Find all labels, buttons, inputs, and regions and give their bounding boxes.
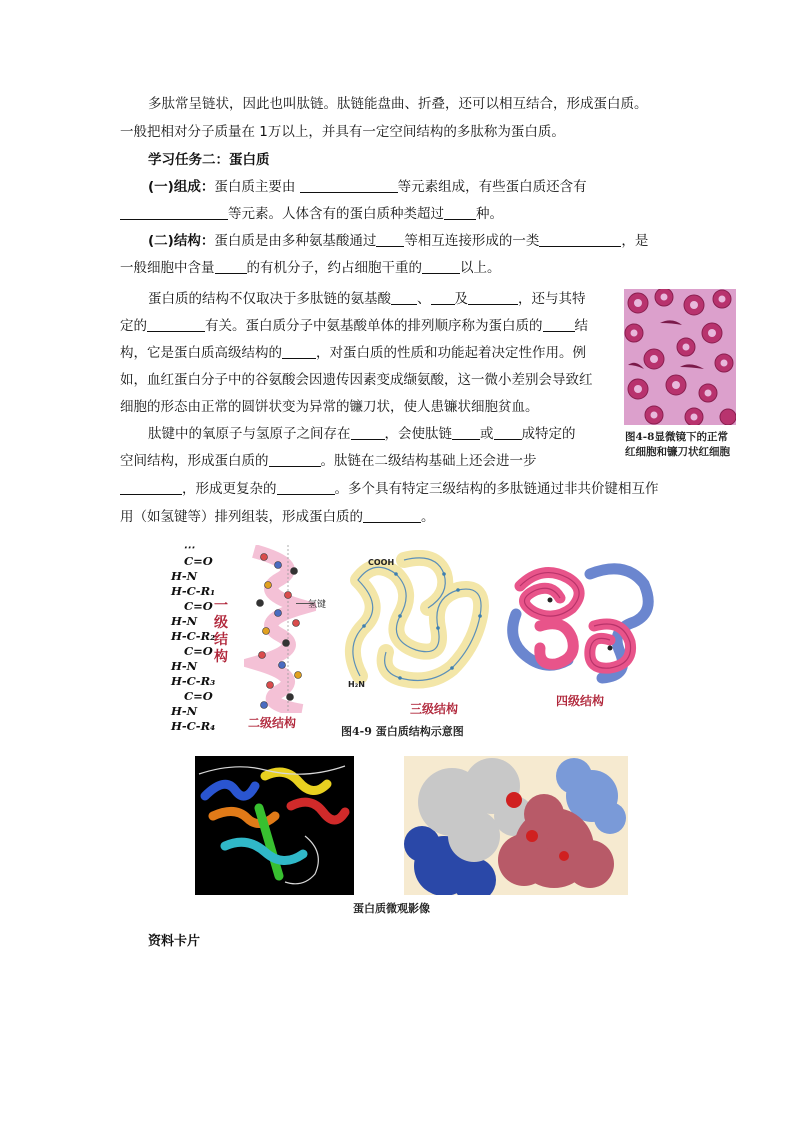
blank-primary-structure[interactable] <box>543 317 575 332</box>
chain-item: H-N <box>171 659 198 673</box>
para3-text-1a: 蛋白质的结构不仅取决于多肽链的氨基酸 <box>148 291 391 307</box>
para4-line-4 <box>120 507 435 527</box>
chain-item: H-C-R₁ <box>171 584 216 598</box>
protein-space-filling-model-image <box>404 756 628 895</box>
para3-text-2c: 结 <box>574 318 588 334</box>
para4-text-4a: 用（如氢键等）排列组装，形成蛋白质的 <box>120 509 363 525</box>
blank-dry-weight[interactable] <box>422 259 460 274</box>
nh2-label: H₂N <box>348 680 365 689</box>
blank-elements-main[interactable] <box>300 178 398 193</box>
para4-text-3b: 。多个具有特定三级结构的多肽链通过非共价键相互作 <box>334 481 659 497</box>
structure-label: (二)结构： <box>148 233 215 249</box>
structure-text-b: 等相互连接形成的一类 <box>404 233 540 249</box>
structure-line-2 <box>120 258 501 278</box>
blank-quaternary-structure[interactable] <box>363 508 421 523</box>
para3-text-3b: ，对蛋白质的性质和功能起着决定性作用。例 <box>316 345 586 361</box>
chain-item: H-C-R₂ <box>171 629 216 643</box>
blank-aa-order[interactable] <box>468 290 518 305</box>
structure-text-f: 以上。 <box>460 260 501 276</box>
intro-line-2: 一般把相对分子质量在 1万以上，并具有一定空间结构的多肽称为蛋白质。 <box>120 124 565 140</box>
chain-item: C=O <box>184 554 213 568</box>
para4-text-2a: 空间结构，形成蛋白质的 <box>120 453 269 469</box>
tertiary-structure-label: 三级结构 <box>410 702 459 716</box>
para4-text-1b: ，会使肽链 <box>384 426 452 442</box>
composition-text-c: 等元素。人体含有的蛋白质种类超过 <box>228 206 444 222</box>
para4-text-1c: 或 <box>480 426 494 442</box>
para3-text-1d: ，还与其特 <box>518 291 586 307</box>
secondary-structure-helix <box>244 545 316 713</box>
blank-tertiary-structure[interactable] <box>277 480 335 495</box>
quaternary-structure-diagram <box>506 560 656 684</box>
figure-4-8-caption-line-1: 图4-8显微镜下的正常 <box>625 431 728 443</box>
figure-4-8-caption-line-2: 红细胞和镰刀状红细胞 <box>625 446 730 458</box>
composition-text-b: 等元素组成，有些蛋白质还含有 <box>397 179 587 195</box>
structure-line-1 <box>148 231 648 251</box>
hydrogen-bond-label: 氢键 <box>308 600 327 610</box>
quaternary-structure-label: 四级结构 <box>556 694 605 708</box>
chain-dots: ⋯ <box>183 540 195 554</box>
primary-structure-label-text: 一级结构 <box>214 598 228 665</box>
para4-text-4b: 。 <box>421 509 435 525</box>
blank-content-rank[interactable] <box>215 259 247 274</box>
blank-compound-type[interactable] <box>539 232 621 247</box>
protein-ribbon-model-image <box>195 756 354 895</box>
para3-line-4: 如，血红蛋白分子中的谷氨酸会因遗传因素变成缬氨酸，这一微小差别会导致红 <box>120 372 593 388</box>
para4-line-2 <box>120 451 537 471</box>
figure-4-8-caption <box>625 430 730 460</box>
secondary-structure-label: 二级结构 <box>248 716 297 730</box>
composition-line-1 <box>148 177 587 197</box>
chain-item: H-N <box>171 704 198 718</box>
para3-line-5: 细胞的形态由正常的圆饼状变为异常的镰刀状，使人患镰状细胞贫血。 <box>120 399 539 415</box>
card-heading: 资料卡片 <box>148 934 201 949</box>
para4-line-1 <box>148 424 576 444</box>
para3-text-3a: 构，它是蛋白质高级结构的 <box>120 345 282 361</box>
blank-hydrogen-bond[interactable] <box>351 425 385 440</box>
structure-text-a: 蛋白质是由多种氨基酸通过 <box>214 233 377 249</box>
para4-line-3 <box>120 479 659 499</box>
primary-structure-label <box>214 598 230 666</box>
chain-item: H-C-R₄ <box>171 719 216 733</box>
blank-basis[interactable] <box>282 344 316 359</box>
composition-label: (一)组成： <box>148 179 215 195</box>
blank-bond[interactable] <box>376 232 404 247</box>
intro-line-1: 多肽常呈链状，因此也叫肽链。肽链能盘曲、折叠，还可以相互结合，形成蛋白质。 <box>148 96 648 112</box>
structure-text-e: 的有机分子，约占细胞干重的 <box>246 260 422 276</box>
para3-line-1 <box>148 289 586 309</box>
composition-text-d: 种。 <box>476 206 503 222</box>
para4-text-3: ，形成更复杂的 <box>182 481 277 497</box>
para3-text-2b: 有关。蛋白质分子中氨基酸单体的排列顺序称为蛋白质的 <box>205 318 543 334</box>
structure-text-d: 一般细胞中含量 <box>120 260 215 276</box>
chain-item: H-N <box>171 614 198 628</box>
figure-4-9-caption: 图4-9 蛋白质结构示意图 <box>341 725 464 738</box>
para3-text-1c: 及 <box>454 291 468 307</box>
cooh-label: COOH <box>368 558 395 567</box>
structure-text-c: ，是 <box>621 233 649 249</box>
chain-item: C=O <box>184 644 213 658</box>
tertiary-structure-diagram <box>340 550 498 696</box>
para4-text-1a: 肽键中的氧原子与氢原子之间存在 <box>148 426 351 442</box>
red-blood-cells-micrograph <box>624 289 736 425</box>
chain-item: C=O <box>184 599 213 613</box>
composition-text-a: 蛋白质主要由 <box>214 179 300 195</box>
chain-item: C=O <box>184 689 213 703</box>
para3-line-2 <box>120 316 588 336</box>
para3-text-2a: 定的 <box>120 318 147 334</box>
blank-spatial-structure[interactable] <box>147 317 205 332</box>
blank-protein-count[interactable] <box>444 205 476 220</box>
blank-aa-number[interactable] <box>431 290 455 305</box>
chain-item: H-C-R₃ <box>171 674 216 688</box>
chain-item: H-N <box>171 569 198 583</box>
para3-line-3 <box>120 343 586 363</box>
para4-text-2b: 。肽链在二级结构基础上还会进一步 <box>320 453 537 469</box>
para4-text-1d: 成特定的 <box>521 426 576 442</box>
task-heading: 学习任务二：蛋白质 <box>148 152 270 168</box>
blank-further-fold[interactable] <box>120 480 182 495</box>
para3-text-1b: 、 <box>417 291 431 307</box>
blank-fold[interactable] <box>494 425 522 440</box>
blank-secondary-structure[interactable] <box>269 452 321 467</box>
blank-elements-extra[interactable] <box>120 205 228 220</box>
blank-aa-kind[interactable] <box>391 290 417 305</box>
blank-coil[interactable] <box>452 425 480 440</box>
composition-line-2 <box>120 204 503 224</box>
micro-images-caption: 蛋白质微观影像 <box>353 902 430 915</box>
